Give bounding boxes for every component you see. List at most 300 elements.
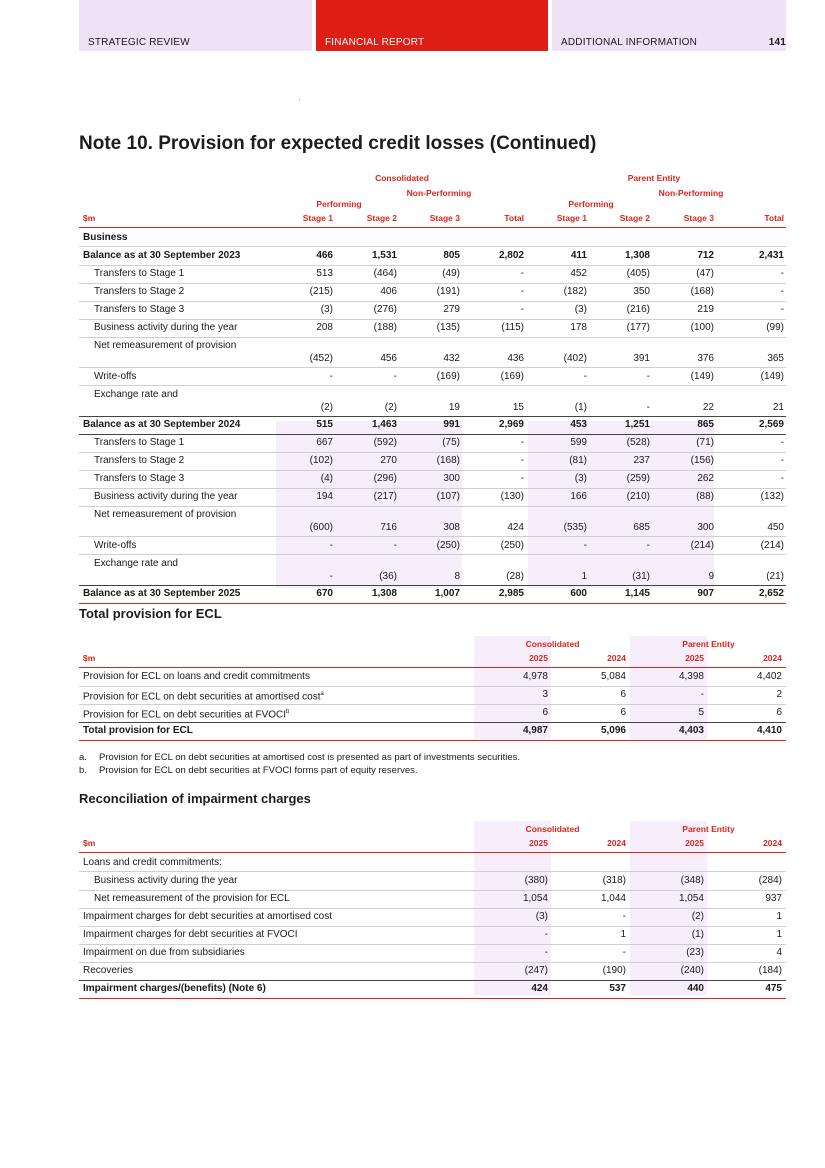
row-label: Write-offs (94, 370, 137, 382)
value-cell: (135) (436, 322, 460, 333)
value-cell: (250) (436, 539, 460, 551)
row-rule (79, 603, 786, 604)
value-cell: - (622, 911, 626, 922)
row-label: Transfers to Stage 2 (94, 286, 185, 297)
row-label: Transfers to Stage 3 (94, 304, 185, 315)
col-header: 2024 (607, 838, 626, 848)
value-cell: (190) (602, 965, 626, 976)
row-rule (79, 740, 786, 741)
table-row (79, 555, 786, 585)
value-cell: (405) (626, 268, 650, 279)
value-cell: 805 (443, 250, 460, 261)
value-cell: 4,987 (522, 725, 548, 736)
value-cell: 166 (570, 491, 587, 502)
value-cell: (2) (691, 911, 704, 922)
unit-label: $m (83, 213, 96, 223)
value-cell: (214) (690, 539, 714, 551)
value-cell: - (780, 455, 784, 466)
value-cell: (149) (760, 370, 784, 382)
value-cell: - (780, 473, 784, 484)
row-label (83, 980, 266, 998)
value-cell: (88) (696, 491, 714, 502)
value-cell: 6 (542, 707, 548, 718)
value-cell: (2) (320, 401, 333, 413)
value-cell: 440 (687, 983, 704, 994)
row-label: Balance as at 30 September 2024 (83, 419, 241, 430)
value-cell: 716 (380, 522, 397, 533)
value-cell: 4,410 (756, 725, 782, 736)
footnote-b (79, 765, 418, 776)
table-row (79, 434, 786, 452)
section-label: Business (83, 232, 128, 243)
table-row (79, 452, 786, 470)
group-parent-entity: Parent Entity (682, 824, 735, 834)
value-cell: 537 (609, 983, 626, 994)
row-label-text: Impairment charges for debt securities at amortised cost (83, 911, 332, 922)
value-cell: 2,569 (758, 419, 784, 430)
table-row (79, 265, 786, 283)
value-cell: 2,802 (498, 250, 524, 261)
value-cell: 450 (767, 522, 784, 533)
row-label: Business activity during the year (94, 491, 238, 502)
value-cell: 424 (531, 983, 548, 994)
value-cell: (528) (626, 437, 650, 448)
table-row (79, 722, 786, 740)
value-cell: (1) (574, 401, 587, 413)
value-cell: (217) (373, 491, 397, 502)
value-cell: (535) (563, 522, 587, 533)
value-cell: 670 (316, 588, 333, 599)
row-label: Write-offs (94, 539, 137, 551)
value-cell: 376 (697, 353, 714, 364)
value-cell: (1) (691, 929, 704, 940)
value-cell: - (329, 570, 333, 582)
row-label (83, 722, 193, 740)
value-cell: - (329, 539, 333, 551)
row-label (83, 926, 298, 944)
value-cell: - (544, 947, 548, 958)
value-cell: 1 (776, 911, 782, 922)
header-tab-label: STRATEGIC REVIEW (88, 37, 190, 48)
value-cell: 4,398 (678, 671, 704, 682)
value-cell: 466 (316, 250, 333, 261)
table-row (79, 301, 786, 319)
performing-label-parent: Performing (568, 199, 614, 209)
value-cell: 1,308 (371, 588, 397, 599)
value-cell: 15 (512, 401, 524, 413)
value-cell: (149) (690, 370, 714, 382)
value-cell: 279 (443, 304, 460, 315)
col-header: Total (764, 213, 784, 223)
value-cell: 1,308 (624, 250, 650, 261)
value-cell: (464) (373, 268, 397, 279)
value-cell: - (700, 689, 704, 700)
row-label (83, 908, 332, 926)
footnote-mark: a. (79, 752, 87, 763)
value-cell: (75) (442, 437, 460, 448)
value-cell: - (780, 268, 784, 279)
value-cell: (210) (626, 491, 650, 502)
table-row (79, 908, 786, 926)
column-header-row (79, 835, 786, 853)
row-label: Net remeasurement of provision (94, 340, 237, 351)
table-row (79, 488, 786, 506)
value-cell: (169) (500, 370, 524, 382)
table-row (79, 337, 786, 367)
value-cell: - (520, 286, 524, 297)
value-cell: (600) (309, 522, 333, 533)
row-label (94, 872, 237, 890)
row-label: Transfers to Stage 1 (94, 437, 185, 448)
table-row (79, 283, 786, 301)
value-cell: - (780, 437, 784, 448)
value-cell: 1 (776, 929, 782, 940)
table-row (79, 686, 786, 704)
value-cell: 2,652 (758, 588, 784, 599)
column-header-row (79, 650, 786, 668)
group-parent-entity: Parent Entity (682, 639, 735, 649)
value-cell: (156) (690, 455, 714, 466)
col-header: 2025 (685, 838, 704, 848)
table-row (79, 980, 786, 998)
value-cell: 411 (570, 250, 587, 261)
row-label (83, 944, 245, 962)
value-cell: (188) (373, 322, 397, 333)
row-label: Transfers to Stage 2 (94, 455, 185, 466)
value-cell: (215) (309, 286, 333, 297)
footnote-text: Provision for ECL on debt securities at amortised cost is presented as part of investments securities. (99, 752, 521, 763)
value-cell: 2,969 (498, 419, 524, 430)
col-header: 2024 (763, 653, 782, 663)
value-cell: 21 (772, 401, 784, 413)
value-cell: - (520, 437, 524, 448)
row-label: Business activity during the year (94, 322, 238, 333)
section-row (79, 229, 786, 247)
value-cell: 865 (697, 419, 714, 430)
value-cell: (191) (436, 286, 460, 297)
value-cell: 991 (443, 419, 460, 430)
value-cell: 436 (507, 353, 524, 364)
value-cell: 365 (767, 353, 784, 364)
value-cell: (99) (766, 322, 784, 333)
value-cell: 6 (620, 707, 626, 718)
value-cell: 1,054 (522, 893, 548, 904)
value-cell: 4,978 (522, 671, 548, 682)
table-row (79, 470, 786, 488)
value-cell: 3 (542, 689, 548, 700)
value-cell: - (646, 539, 650, 551)
table-row (79, 537, 786, 555)
table-row (79, 704, 786, 722)
header-tab-label: ADDITIONAL INFORMATION (561, 37, 698, 48)
value-cell: (100) (690, 322, 714, 333)
col-header: Stage 3 (683, 213, 714, 223)
value-cell: (240) (680, 965, 704, 976)
row-label-text: Provision for ECL on debt securities at FVOCI (83, 709, 287, 721)
value-cell: 907 (697, 588, 714, 599)
value-cell: 350 (633, 286, 650, 297)
value-cell: - (329, 370, 333, 382)
value-cell: 599 (570, 437, 587, 448)
value-cell: (47) (696, 268, 714, 279)
value-cell: 219 (697, 304, 714, 315)
value-cell: 5 (698, 707, 704, 718)
value-cell: (402) (563, 353, 587, 364)
page-title: Note 10. Provision for expected credit losses (Continued) (79, 133, 597, 154)
value-cell: 452 (570, 268, 587, 279)
header-rule (79, 227, 786, 228)
table-row (79, 944, 786, 962)
col-header: Stage 1 (556, 213, 587, 223)
value-cell: 2,431 (758, 250, 784, 261)
value-cell: (36) (379, 570, 397, 582)
value-cell: 1 (620, 929, 626, 940)
value-cell: 475 (765, 983, 782, 994)
value-cell: (247) (524, 965, 548, 976)
table-row (79, 872, 786, 890)
value-cell: (168) (436, 455, 460, 466)
value-cell: 9 (708, 570, 714, 582)
row-label (83, 962, 133, 980)
value-cell: (168) (690, 286, 714, 297)
value-cell: - (520, 304, 524, 315)
row-label-text: Provision for ECL on loans and credit commitments (83, 671, 310, 682)
row-label: Transfers to Stage 1 (94, 268, 185, 279)
value-cell: (107) (436, 491, 460, 502)
footnote-ref: b (286, 709, 290, 715)
value-cell: 262 (697, 473, 714, 484)
col-header: 2025 (529, 838, 548, 848)
value-cell: (296) (373, 473, 397, 484)
value-cell: 1,044 (600, 893, 626, 904)
value-cell: (21) (766, 570, 784, 582)
col-header: Stage 2 (619, 213, 650, 223)
table-row (79, 506, 786, 536)
value-cell: 237 (633, 455, 650, 466)
column-header-row (79, 210, 786, 228)
section-title-reconciliation: Reconciliation of impairment charges (79, 791, 311, 806)
stray-mark (299, 99, 300, 100)
value-cell: (3) (574, 473, 587, 484)
value-cell: 513 (316, 268, 333, 279)
value-cell: (592) (373, 437, 397, 448)
row-label (94, 890, 290, 908)
section-row (79, 854, 786, 872)
value-cell: 300 (443, 473, 460, 484)
value-cell: 406 (380, 286, 397, 297)
value-cell: 2 (776, 689, 782, 700)
footnote-text: Provision for ECL on debt securities at FVOCI forms part of equity reserves. (99, 765, 418, 776)
value-cell: (452) (309, 353, 333, 364)
header-tab-label: FINANCIAL REPORT (325, 37, 425, 48)
value-cell: 308 (443, 522, 460, 533)
value-cell: - (583, 370, 587, 382)
value-cell: 515 (316, 419, 333, 430)
value-cell: - (646, 370, 650, 382)
group-consolidated: Consolidated (525, 824, 580, 834)
table-row (79, 890, 786, 908)
value-cell: (49) (442, 268, 460, 279)
table-row (79, 926, 786, 944)
table-row (79, 416, 786, 434)
value-cell: (31) (632, 570, 650, 582)
value-cell: (259) (626, 473, 650, 484)
value-cell: (115) (501, 322, 524, 333)
value-cell: 712 (697, 250, 714, 261)
value-cell: - (544, 929, 548, 940)
value-cell: (169) (436, 370, 460, 382)
value-cell: 600 (570, 588, 587, 599)
value-cell: 6 (776, 707, 782, 718)
value-cell: 685 (633, 522, 650, 533)
group-parent-entity: Parent Entity (627, 173, 681, 183)
value-cell: (3) (574, 304, 587, 315)
value-cell: 6 (620, 689, 626, 700)
value-cell: (3) (535, 911, 548, 922)
table-row (79, 247, 786, 265)
value-cell: (2) (384, 401, 397, 413)
row-label-text: Provision for ECL on debt securities at amortised cost (83, 691, 321, 703)
value-cell: (4) (320, 473, 333, 484)
value-cell: 391 (633, 353, 650, 364)
value-cell: - (780, 286, 784, 297)
value-cell: 270 (380, 455, 397, 466)
value-cell: - (622, 947, 626, 958)
row-label-text: Business activity during the year (94, 875, 238, 886)
value-cell: 667 (316, 437, 333, 448)
value-cell: (216) (626, 304, 650, 315)
header-tab-additional-information[interactable] (552, 0, 786, 51)
group-consolidated: Consolidated (375, 173, 429, 183)
col-header: Total (504, 213, 524, 223)
unit-label: $m (83, 653, 96, 663)
non-performing-label-parent: Non-Performing (658, 188, 724, 198)
value-cell: 424 (507, 522, 524, 533)
section-title-total-provision: Total provision for ECL (79, 606, 222, 621)
value-cell: 937 (765, 893, 782, 904)
value-cell: 453 (570, 419, 587, 430)
row-label-text: Impairment on due from subsidiaries (83, 947, 245, 958)
value-cell: 300 (697, 522, 714, 533)
section-label: Loans and credit commitments: (83, 857, 222, 868)
value-cell: 432 (443, 353, 460, 364)
value-cell: - (583, 539, 587, 551)
value-cell: 456 (380, 353, 397, 364)
unit-label: $m (83, 838, 96, 848)
value-cell: - (520, 473, 524, 484)
row-label: Transfers to Stage 3 (94, 473, 185, 484)
table-row (79, 368, 786, 386)
header-rule (79, 852, 786, 853)
value-cell: 1,463 (371, 419, 397, 430)
group-consolidated: Consolidated (525, 639, 580, 649)
value-cell: 22 (702, 401, 714, 413)
table-row (79, 962, 786, 980)
value-cell: (182) (563, 286, 587, 297)
col-header: 2024 (763, 838, 782, 848)
value-cell: 208 (316, 322, 333, 333)
value-cell: 178 (570, 322, 587, 333)
value-cell: (132) (760, 491, 784, 502)
value-cell: 19 (448, 401, 460, 413)
value-cell: - (520, 455, 524, 466)
value-cell: 4 (776, 947, 782, 958)
page-number: 141 (768, 37, 786, 48)
row-label-text: Impairment charges for debt securities at FVOCI (83, 929, 298, 940)
value-cell: (250) (500, 539, 524, 551)
value-cell: 1,145 (624, 588, 650, 599)
col-header: Stage 3 (429, 213, 460, 223)
value-cell: - (780, 304, 784, 315)
col-header: 2024 (607, 653, 626, 663)
value-cell: (3) (320, 304, 333, 315)
value-cell: (23) (686, 947, 704, 958)
value-cell: 1 (581, 570, 587, 582)
value-cell: - (646, 401, 650, 413)
value-cell: (71) (696, 437, 714, 448)
value-cell: 194 (316, 491, 333, 502)
col-header: Stage 1 (302, 213, 333, 223)
performing-label: Performing (316, 199, 362, 209)
value-cell: (276) (373, 304, 397, 315)
value-cell: (130) (500, 491, 524, 502)
row-rule (79, 998, 786, 999)
col-header: 2025 (529, 653, 548, 663)
table-row (79, 319, 786, 337)
value-cell: - (393, 539, 397, 551)
value-cell: 8 (454, 570, 460, 582)
table-row (79, 585, 786, 603)
footnote-a (79, 752, 520, 763)
value-cell: (177) (626, 322, 650, 333)
value-cell: 5,084 (600, 671, 626, 682)
value-cell: (214) (760, 539, 784, 551)
value-cell: 1,054 (678, 893, 704, 904)
value-cell: 5,096 (600, 725, 626, 736)
value-cell: 1,251 (624, 419, 650, 430)
value-cell: 2,985 (498, 588, 524, 599)
row-label: Exchange rate and (94, 557, 178, 569)
header-tab-financial-report[interactable] (316, 0, 548, 51)
row-label: Balance as at 30 September 2025 (83, 588, 241, 599)
table-row (79, 386, 786, 416)
row-label-text: Impairment charges/(benefits) (Note 6) (83, 983, 266, 994)
value-cell: (380) (524, 875, 548, 886)
value-cell: 1,531 (371, 250, 397, 261)
row-label: Net remeasurement of provision (94, 509, 237, 520)
value-cell: (348) (680, 875, 704, 886)
row-label: Exchange rate and (94, 388, 178, 400)
table-row (79, 668, 786, 686)
row-label-text: Net remeasurement of the provision for ECL (94, 893, 290, 904)
value-cell: (284) (758, 875, 782, 886)
value-cell: (318) (602, 875, 626, 886)
row-label-text: Total provision for ECL (83, 725, 193, 736)
non-performing-label: Non-Performing (406, 188, 472, 198)
footnote-ref: a (320, 691, 324, 697)
col-header: Stage 2 (366, 213, 397, 223)
row-label-text: Recoveries (83, 965, 134, 976)
value-cell: 4,403 (678, 725, 704, 736)
value-cell: (28) (506, 570, 524, 582)
value-cell: - (520, 268, 524, 279)
value-cell: - (393, 370, 397, 382)
value-cell: (184) (758, 965, 782, 976)
header-tab-strategic-review[interactable] (79, 0, 312, 51)
footnote-mark: b. (79, 765, 87, 776)
row-label: Balance as at 30 September 2023 (83, 250, 241, 261)
value-cell: (102) (309, 455, 333, 466)
